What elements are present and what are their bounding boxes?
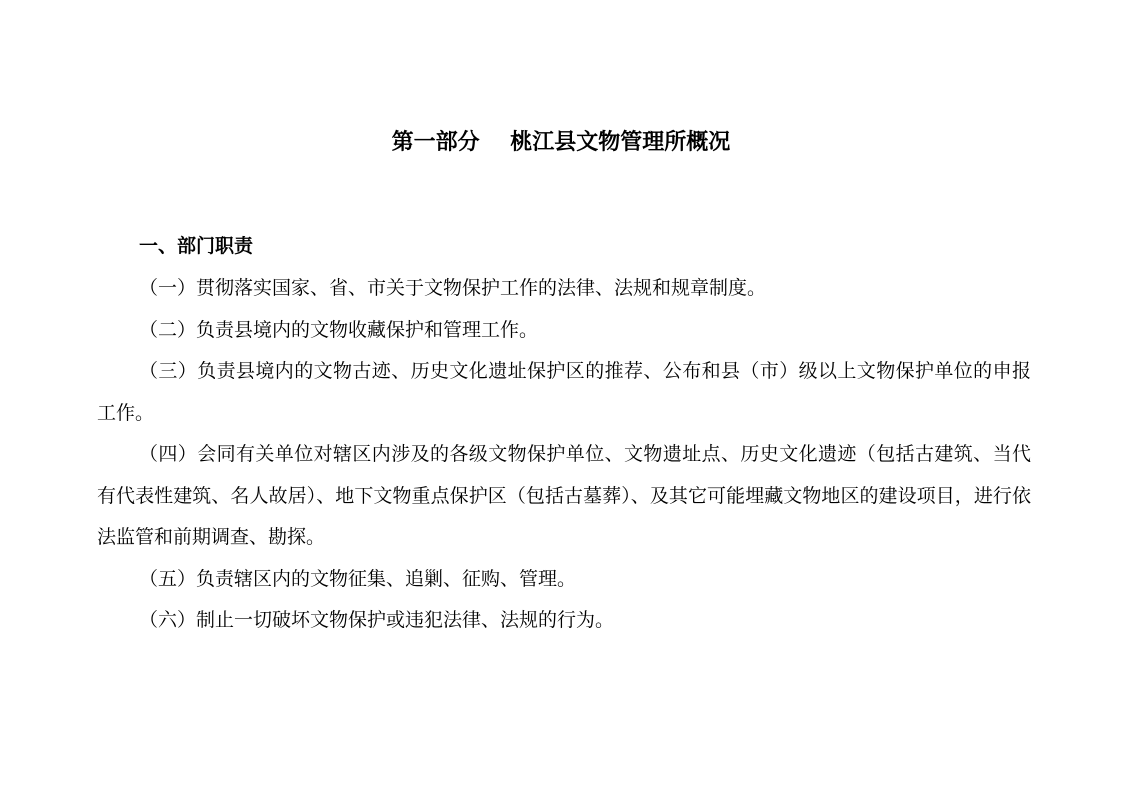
page-title: 第一部分 桃江县文物管理所概况	[391, 129, 731, 155]
paragraph-4: （四）会同有关单位对辖区内涉及的各级文物保护单位、文物遗址点、历史文化遗迹（包括古建筑、当代有代表性建筑、名人故居）、地下文物重点保护区（包括古墓葬）、及其它可能埋藏文物地区的建设项目，进行依法监管和前期调查、勘探。	[97, 443, 1031, 548]
section-heading: 一、部门职责	[139, 235, 254, 257]
paragraph-3: （三）负责县境内的文物古迹、历史文化遗址保护区的推荐、公布和县（市）级以上文物保护单位的申报工作。	[97, 360, 1031, 424]
paragraph-6: （六）制止一切破坏文物保护或违犯法律、法规的行为。	[139, 609, 615, 631]
paragraph-1: （一）贯彻落实国家、省、市关于文物保护工作的法律、法规和规章制度。	[139, 277, 767, 299]
paragraph-2: （二）负责县境内的文物收藏保护和管理工作。	[139, 318, 539, 341]
body-text	[97, 268, 1031, 642]
paragraph-5: （五）负责辖区内的文物征集、追剿、征购、管理。	[139, 567, 577, 590]
